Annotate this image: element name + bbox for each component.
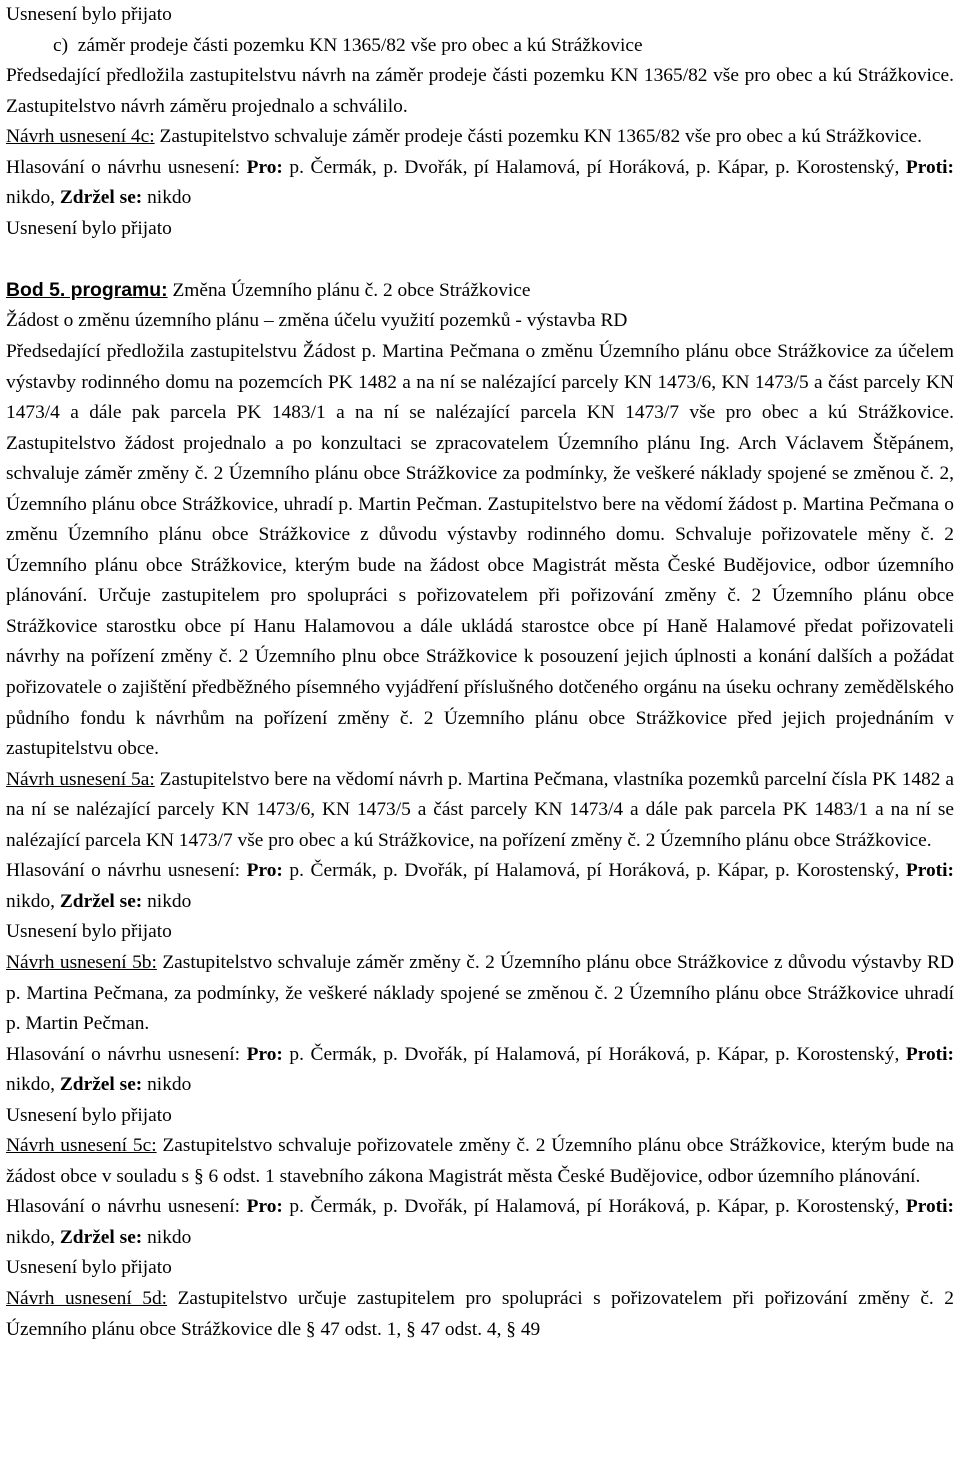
vote-proti-text: nikdo, [6,1226,60,1248]
proposal-text: Zastupitelstvo schvaluje záměr prodeje části pozemku KN 1365/82 vše pro obec a kú Strážkovice. [154,126,922,148]
vote-proti-label: Proti: [905,860,954,882]
vote-lead: Hlasování o návrhu usnesení: [6,1196,247,1218]
proposal-5c [6,1131,954,1192]
paragraph-bod5-body: Předsedající předložila zastupitelstvu Žádost p. Martina Pečmana o změnu Územního plánu obce Strážkovice za účelem výstavby rodinného domu na pozemcích PK 1482 a na ní se nalézající parcely KN 1473/6, KN 1473/5 a část parcely KN 1473/4 a dále pak parcela PK 1483/1 a na ní se nalézající parcela KN 1473/7 vše pro obec a kú Strážkovice. Zastupitelstvo žádost projednalo a po konzultaci se zpracovatelem Územního plánu Ing. Arch Václavem Štěpánem, schvaluje záměr změny č. 2 Územního plánu obce Strážkovice za podmínky, že veškeré náklady spojené se změnou č. 2, Územního plánu obce Strážkovice, uhradí p. Martin Pečman. Zastupitelstvo bere na vědomí žádost p. Martina Pečmana o změnu Územního plánu obce Strážkovice z důvodu výstavby rodinného domu. Schvaluje pořizovatele měny č. 2 Územního plánu obce Strážkovice, kterým bude na žádost obce Magistrát města České Budějovice, odbor územního plánování. Určuje zastupitelem pro spolupráci s pořizovatelem při pořizování změny č. 2 Územního plánu obce Strážkovice starostku obce pí Hanu Halamovou a dále ukládá starostce obce pí Haně Halamové předat pořizovateli návrhy na pořízení změny č. 2 Územního plnu obce Strážkovice k posouzení jejich úplnosti a konání dalších a požádat pořizovatele o zajištění předběžného písemného vyjádření příslušného dotčeného orgánu na úseku ochrany zemědělského půdního fondu k návrhům na pořízení změny č. 2 Územního plánu obce Strážkovice před jejich projednáním v zastupitelstvu obce. [6,341,954,760]
vote-pro-text: p. Čermák, p. Dvořák, pí Halamová, pí Horáková, p. Kápar, p. Korostenský, [282,1196,906,1218]
paragraph-intro-4c: Předsedající předložila zastupitelstvu návrh na záměr prodeje části pozemku KN 1365/82 vše pro obec a kú Strážkovice. Zastupitelstvo návrh záměru projednalo a schválilo. [6,65,954,117]
spacer [6,244,954,275]
vote-zdrzel-label: Zdržel se: [59,187,143,209]
resolution-result: Usnesení bylo přijato [6,217,172,239]
vote-pro-text: p. Čermák, p. Dvořák, pí Halamová, pí Horáková, p. Kápar, p. Korostenský, [282,860,906,882]
vote-lead: Hlasování o návrhu usnesení: [6,1043,247,1065]
vote-proti-text: nikdo, [6,187,60,209]
vote-proti-label: Proti: [905,1043,954,1065]
vote-record [6,1040,954,1101]
heading-text: Změna Územního plánu č. 2 obce Strážkovice [167,279,531,301]
proposal-4c [6,122,954,153]
vote-proti-label: Proti: [905,156,954,178]
proposal-text: Zastupitelstvo bere na vědomí návrh p. Martina Pečmana, vlastníka pozemků parcelní čísla PK 1482 a na ní se nalézající parcely KN 1473/6, KN 1473/5 a část parcely KN 1473/4 a dále pak parcela PK 1483/1 a na ní se nalézající parcela KN 1473/7 vše pro obec a kú Strážkovice, na pořízení změny č. 2 Územního plánu obce Strážkovice. [6,768,954,851]
proposal-5b [6,948,954,1040]
vote-zdrzel-label: Zdržel se: [59,890,143,912]
vote-proti-label: Proti: [905,1196,954,1218]
resolution-result: Usnesení bylo přijato [6,1104,172,1126]
vote-pro-text: p. Čermák, p. Dvořák, pí Halamová, pí Horáková, p. Kápar, p. Korostenský, [282,156,906,178]
proposal-label: Návrh usnesení 5c: [6,1135,157,1157]
resolution-result: Usnesení bylo přijato [6,1257,172,1279]
vote-zdrzel-label: Zdržel se: [59,1226,143,1248]
resolution-result: Usnesení bylo přijato [6,4,172,25]
vote-record [6,153,954,214]
proposal-label: Návrh usnesení 5a: [6,768,155,790]
vote-pro-label: Pro: [246,156,283,178]
proposal-text: Zastupitelstvo určuje zastupitelem pro spolupráci s pořizovatelem při pořizování změny č. 2 Územního plánu obce Strážkovice dle § 47 odst. 1, § 47 odst. 4, § 49 [6,1287,954,1340]
proposal-label: Návrh usnesení 5d: [6,1287,168,1309]
proposal-5a [6,765,954,857]
proposal-text: Zastupitelstvo schvaluje pořizovatele změny č. 2 Územního plánu obce Strážkovice, kterým bude na žádost obce v souladu s § 6 odst. 1 stavebního zákona Magistrát města České Budějovice, odbor územního plánování. [6,1135,954,1187]
proposal-text: Zastupitelstvo schvaluje záměr změny č. 2 Územního plánu obce Strážkovice z důvodu výstavby RD p. Martina Pečmana, za podmínky, že veškeré náklady spojené se změnou č. 2 Územního plánu obce Strážkovice uhradí p. Martin Pečman. [6,951,954,1035]
vote-lead: Hlasování o návrhu usnesení: [6,860,247,882]
vote-zdrzel-text: nikdo [142,1226,192,1248]
vote-zdrzel-text: nikdo [142,890,192,912]
vote-proti-text: nikdo, [6,890,60,912]
vote-zdrzel-text: nikdo [142,187,192,209]
proposal-5d [6,1284,954,1345]
vote-pro-label: Pro: [246,860,283,882]
vote-pro-label: Pro: [246,1196,283,1218]
proposal-label: Návrh usnesení 5b: [6,951,157,973]
resolution-result: Usnesení bylo přijato [6,921,172,943]
vote-pro-label: Pro: [246,1043,283,1065]
vote-pro-text: p. Čermák, p. Dvořák, pí Halamová, pí Horáková, p. Kápar, p. Korostenský, [282,1043,906,1065]
vote-zdrzel-text: nikdo [142,1074,192,1096]
vote-lead: Hlasování o návrhu usnesení: [6,156,247,178]
agenda-heading-bod5 [6,275,954,307]
agenda-item-c: c) záměr prodeje části pozemku KN 1365/82 vše pro obec a kú Strážkovice [53,34,643,56]
proposal-label: Návrh usnesení 4c: [6,126,155,148]
vote-record [6,856,954,917]
vote-proti-text: nikdo, [6,1074,60,1096]
vote-record [6,1192,954,1253]
heading-label: Bod 5. programu: [6,278,168,301]
request-title: Žádost o změnu územního plánu – změna účelu využití pozemků - výstavba RD [6,310,628,332]
vote-zdrzel-label: Zdržel se: [59,1074,143,1096]
